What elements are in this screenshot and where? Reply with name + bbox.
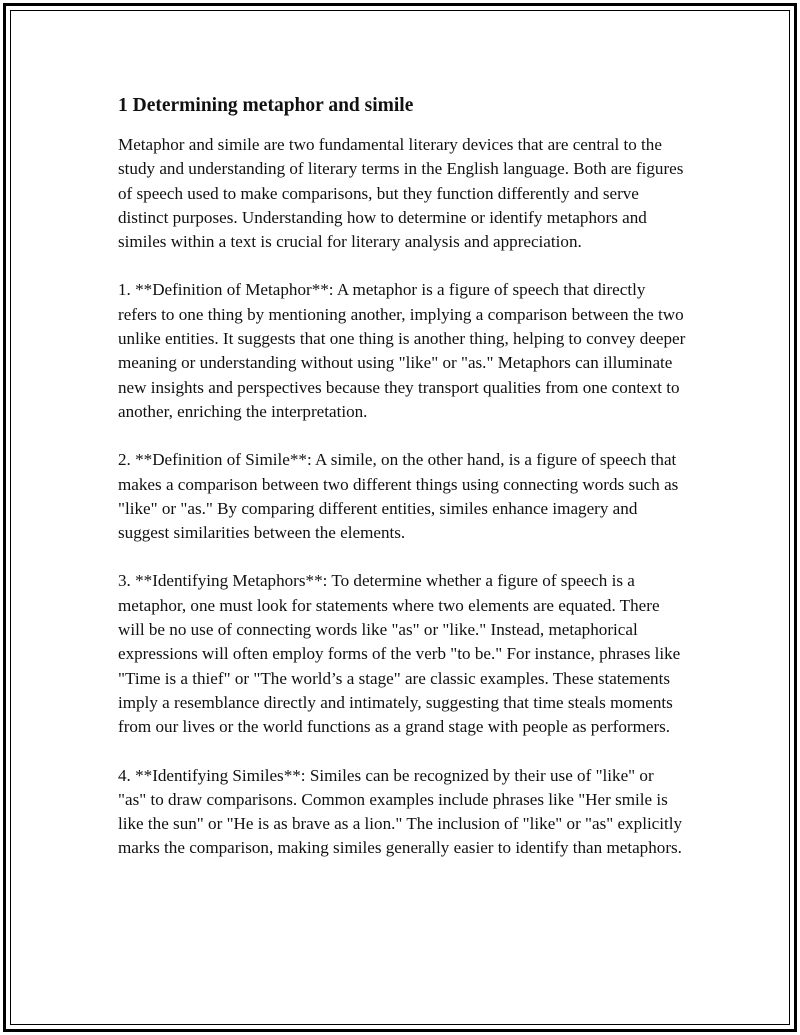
paragraph-simile-definition: 2. **Definition of Simile**: A simile, on the other hand, is a figure of speech that makes a comparison between two different things using connecting words such as "like" or "as." By comparing different entities, similes enhance imagery and suggest similarities between the elements. bbox=[118, 450, 679, 543]
document-body bbox=[118, 92, 686, 885]
section-heading: 1 Determining metaphor and simile bbox=[118, 95, 414, 116]
paragraph-identifying-metaphors: 3. **Identifying Metaphors**: To determine whether a figure of speech is a metaphor, one must look for statements where two elements are equated. There will be no use of connecting words like "as" or "like." Instead, metaphorical expressions will often employ forms of the verb "to be." For instance, phrases like "Time is a thief" or "The world’s a stage" are classic examples. These statements imply a resemblance directly and intimately, suggesting that time steals moments from our lives or the world functions as a grand stage with people as performers. bbox=[118, 571, 681, 737]
paragraph-intro: Metaphor and simile are two fundamental literary devices that are central to the study and understanding of literary terms in the English language. Both are figures of speech used to make comparisons, but they function differently and serve distinct purposes. Understanding how to determine or identify metaphors and similes within a text is crucial for literary analysis and appreciation. bbox=[118, 135, 684, 252]
paragraph-metaphor-definition: 1. **Definition of Metaphor**: A metaphor is a figure of speech that directly refers to one thing by mentioning another, implying a comparison between the two unlike entities. It suggests that one thing is another thing, helping to convey deeper meaning or understanding without using "like" or "as." Metaphors can illuminate new insights and perspectives because they transport qualities from one context to another, enriching the interpretation. bbox=[118, 280, 686, 421]
paragraph-identifying-similes: 4. **Identifying Similes**: Similes can be recognized by their use of "like" or "as" to draw comparisons. Common examples include phrases like "Her smile is like the sun" or "He is as brave as a lion." The inclusion of "like" or "as" explicitly marks the comparison, making similes generally easier to identify than metaphors. bbox=[118, 765, 683, 858]
